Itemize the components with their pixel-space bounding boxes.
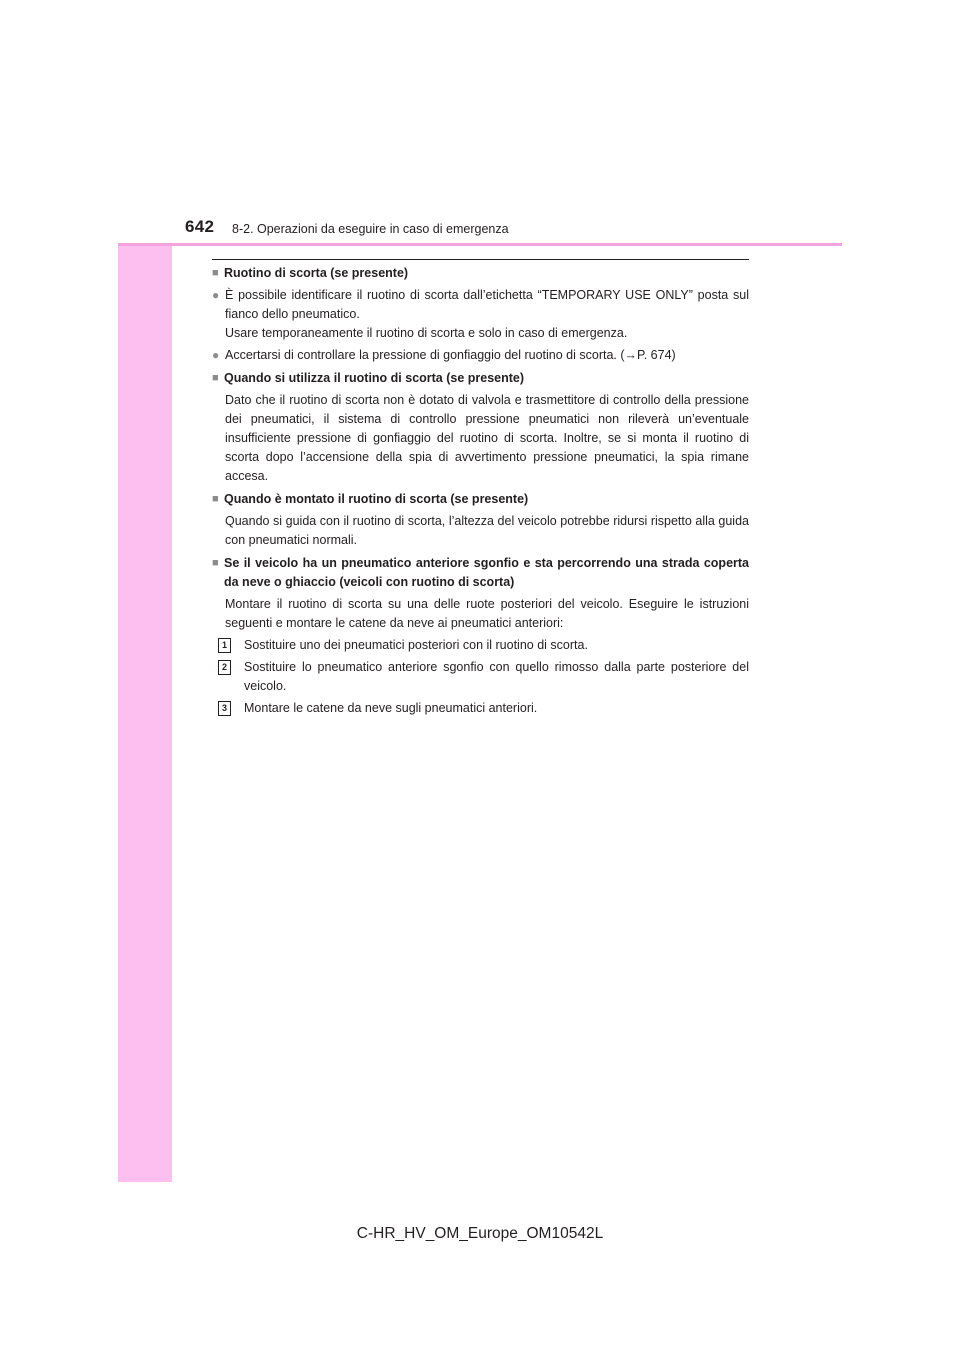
step-text: Sostituire lo pneumatico anteriore sgonfio con quello rimosso dalla parte posteriore del veicolo. <box>244 660 749 693</box>
circle-bullet-icon: ● <box>212 288 220 302</box>
square-bullet-icon: ■ <box>212 372 219 384</box>
page-content <box>212 264 749 722</box>
square-bullet-icon: ■ <box>212 493 219 505</box>
section-heading <box>212 369 749 388</box>
heading-text: Quando si utilizza il ruotino di scorta (se presente) <box>224 371 525 385</box>
square-bullet-icon: ■ <box>212 557 219 569</box>
step-text: Sostituire uno dei pneumatici posteriori con il ruotino di scorta. <box>244 638 588 652</box>
bullet-text: Accertarsi di controllare la pressione di gonfiaggio del ruotino di scorta. (→P. 674) <box>225 348 676 362</box>
step-text: Montare le catene da neve sugli pneumatici anteriori. <box>244 701 538 715</box>
heading-text: Ruotino di scorta (se presente) <box>224 266 409 280</box>
section-heading <box>212 264 749 283</box>
step-number-badge: 2 <box>218 660 231 675</box>
header-divider <box>118 243 842 246</box>
body-text: Montare il ruotino di scorta su una delle ruote posteriori del veicolo. Eseguire le istruzioni seguenti e montare le catene da neve ai pneumatici anteriori: <box>225 597 749 630</box>
section-using-spare-wheel <box>212 369 749 486</box>
circle-bullet-icon: ● <box>212 348 220 362</box>
document-code: C-HR_HV_OM_Europe_OM10542L <box>356 1225 604 1242</box>
heading-text: Se il veicolo ha un pneumatico anteriore sgonfio e sta percorrendo una strada coperta da neve o ghiaccio (veicoli con ruotino di scorta) <box>224 556 749 589</box>
step-item <box>218 658 749 696</box>
body-text: Dato che il ruotino di scorta non è dotato di valvola e trasmettitore di controllo della pressione dei pneumatici, il sistema di controllo pressione pneumatici non rileverà un’eventuale insufficiente pressione di gonfiaggio del ruotino di scorta. Inoltre, se si monta il ruotino di scorta dopo l’accensione della spia di avvertimento pressione pneumatici, la spia rimane accesa. <box>225 393 749 483</box>
bullet-text: È possibile identificare il ruotino di scorta dall’etichetta “TEMPORARY USE ONLY” posta sul fianco dello pneumatico. <box>225 288 749 321</box>
section-title: 8-2. Operazioni da eseguire in caso di emergenza <box>232 222 509 236</box>
list-item <box>212 346 749 365</box>
step-item <box>218 636 749 655</box>
steps-list <box>212 636 749 718</box>
step-number-badge: 3 <box>218 701 231 716</box>
side-color-band <box>118 176 172 1182</box>
page-number: 642 <box>185 217 215 236</box>
step-number-badge: 1 <box>218 638 231 653</box>
step-item <box>218 699 749 718</box>
bullet-text-continued: Usare temporaneamente il ruotino di scorta e solo in caso di emergenza. <box>225 326 628 340</box>
section-spare-wheel <box>212 264 749 365</box>
content-top-rule <box>212 259 749 260</box>
section-heading <box>212 554 749 592</box>
square-bullet-icon: ■ <box>212 267 219 279</box>
body-text: Quando si guida con il ruotino di scorta, l’altezza del veicolo potrebbe ridursi rispetto alla guida con pneumatici normali. <box>225 514 749 547</box>
section-spare-mounted <box>212 490 749 550</box>
list-item <box>212 286 749 343</box>
section-flat-front-tire-snow <box>212 554 749 718</box>
heading-text: Quando è montato il ruotino di scorta (se presente) <box>224 492 529 506</box>
section-heading <box>212 490 749 509</box>
